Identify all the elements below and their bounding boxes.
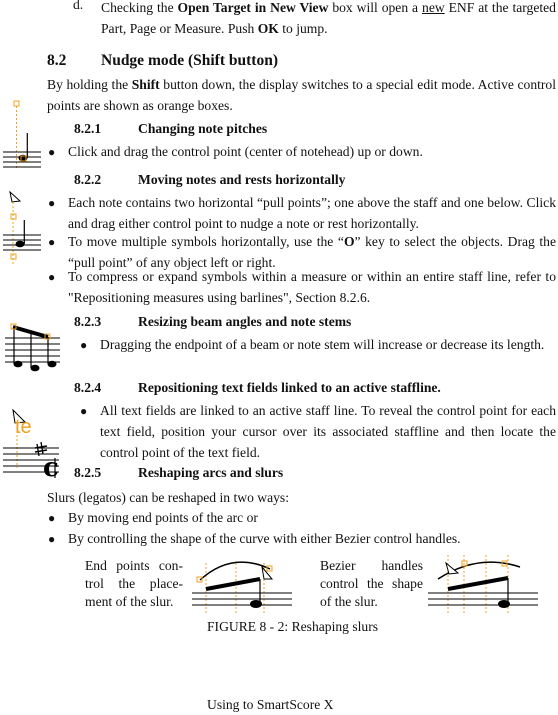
section-intro: By holding the Shift button down, the display switches to a special edit mode. Active control points are shown as orange boxes. [47,77,556,113]
bullet-icon: ● [80,338,88,352]
note-pitch-icon [3,100,41,175]
bullet-icon: ● [48,532,56,546]
subsection-number-822: 8.2.2 [74,172,102,187]
list-item: To compress or expand symbols within a measure or within an entire staff line, refer to "Repositioning measures using barlines", Section 8.2.6. [68,269,556,305]
subsection-title-823: Resizing beam angles and note stems [138,314,352,329]
list-item: Each note contains two horizontal “pull points”; one above the staff and one below. Click and drag either control point to nudge a note or rest horizontally. [68,195,556,231]
subsection-number-824: 8.2.4 [74,380,102,395]
list-item: Dragging the endpoint of a beam or note stem will increase or decrease its length. [100,337,545,352]
bullet-icon: ● [48,145,56,159]
bullet-icon: ● [48,196,56,210]
beam-icon [5,320,60,375]
slur-bezier-figure [428,553,538,615]
item-d-marker: d. [73,0,84,12]
page-footer: Using to SmartScore X [207,697,334,712]
bullet-icon: ● [48,235,56,249]
subsection-title-821: Changing note pitches [138,121,268,136]
bullet-icon: ● [80,404,88,418]
slur-endpoints-figure [192,553,292,615]
list-item: All text fields are linked to an active staff line. To reveal the control point for each text field, position your cursor over its associated staffline and then locate the control point of the text field. [100,403,556,460]
subsection-title-824: Repositioning text fields linked to an active staffline. [138,380,441,395]
list-item: By moving end points of the arc or [68,510,258,525]
bullet-icon: ● [48,270,56,284]
section-intro-825: Slurs (legatos) can be reshaped in two ways: [47,490,289,505]
list-item: By controlling the shape of the curve with either Bezier control handles. [68,531,461,546]
section-title: Nudge mode (Shift button) [101,52,278,69]
section-number: 8.2 [47,52,67,69]
subsection-number-821: 8.2.1 [74,121,102,136]
subsection-title-825: Reshaping arcs and slurs [138,465,284,480]
item-d-text: Checking the Open Target in New View box will open a new ENF at the targeted Part, Page or Measure. Push OK to jump. [101,0,556,36]
list-item: Click and drag the control point (center of notehead) up or down. [68,144,423,159]
svg-text:c: c [43,453,59,483]
figure-right-text: Bezier handles control the shape of the slur. [320,558,423,609]
figure-left-text: End points con- trol the place- ment of the slur. [85,558,183,609]
text-field-icon [3,408,59,492]
subsection-title-822: Moving notes and rests horizontally [138,172,346,187]
bullet-icon: ● [48,511,56,525]
text-field-sample: te [15,416,32,438]
subsection-number-825: 8.2.5 [74,465,102,480]
figure-caption: FIGURE 8 - 2: Reshaping slurs [207,619,379,634]
subsection-number-823: 8.2.3 [74,314,102,329]
list-item: To move multiple symbols horizontally, use the “O” key to select the objects. Drag the “pull point” of any object left or right. [68,234,557,270]
pull-point-icon [3,188,41,268]
